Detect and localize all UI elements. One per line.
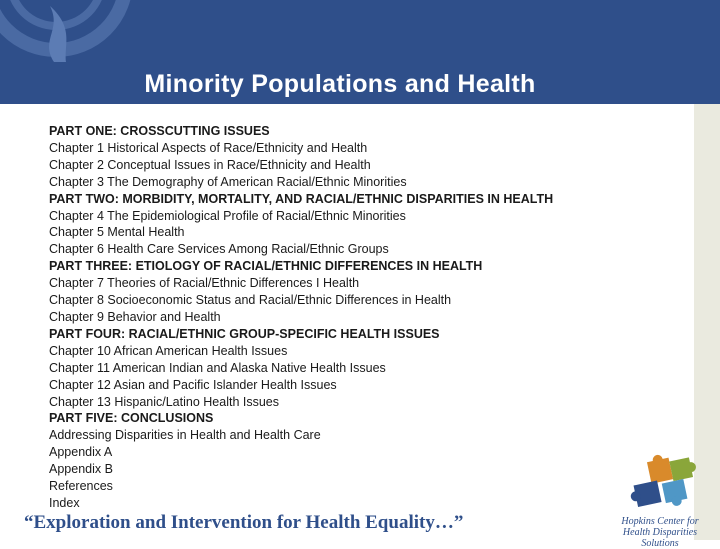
contents-item: Chapter 1 Historical Aspects of Race/Ethnicity and Health [49,140,368,155]
contents-item: Chapter 13 Hispanic/Latino Health Issues [49,394,279,409]
part-heading: PART FOUR: RACIAL/ETHNIC GROUP-SPECIFIC HEALTH ISSUES [49,326,440,341]
contents-item: Chapter 4 The Epidemiological Profile of Racial/Ethnic Minorities [49,208,406,223]
part-heading: PART FIVE: CONCLUSIONS [49,411,214,426]
contents-item: Appendix B [49,462,113,477]
logo-line-2: Health Disparities Solutions [622,527,698,549]
contents-item: Chapter 5 Mental Health [49,225,185,240]
tagline: “Exploration and Intervention for Health Equality…” [24,512,464,533]
part-heading: PART THREE: ETIOLOGY OF RACIAL/ETHNIC DIFFERENCES IN HEALTH [49,259,483,274]
logo-line-1: Hopkins Center for [621,516,699,527]
contents-item: References [49,479,113,494]
table-of-contents [49,123,553,512]
contents-item: Index [49,495,80,510]
contents-item: Chapter 2 Conceptual Issues in Race/Ethnicity and Health [49,157,371,172]
center-logo [604,516,716,549]
contents-item: Chapter 7 Theories of Racial/Ethnic Differences I Health [49,276,360,291]
flame-logo-icon [0,0,160,70]
puzzle-icon [622,454,698,516]
contents-item: Chapter 12 Asian and Pacific Islander Health Issues [49,377,337,392]
contents-item: Chapter 6 Health Care Services Among Racial/Ethnic Groups [49,242,389,257]
contents-item: Appendix A [49,445,113,460]
contents-item: Chapter 10 African American Health Issues [49,343,288,358]
contents-item: Chapter 3 The Demography of American Racial/Ethnic Minorities [49,174,407,189]
part-heading: PART TWO: MORBIDITY, MORTALITY, AND RACIAL/ETHNIC DISPARITIES IN HEALTH [49,191,554,206]
contents-item: Chapter 8 Socioeconomic Status and Racial/Ethnic Differences in Health [49,293,452,308]
header-band [0,0,720,104]
slide-title: Minority Populations and Health [144,70,536,98]
contents-item: Chapter 9 Behavior and Health [49,309,221,324]
part-heading: PART ONE: CROSSCUTTING ISSUES [49,124,270,138]
contents-item: Addressing Disparities in Health and Health Care [49,428,321,443]
contents-item: Chapter 11 American Indian and Alaska Native Health Issues [49,360,386,375]
